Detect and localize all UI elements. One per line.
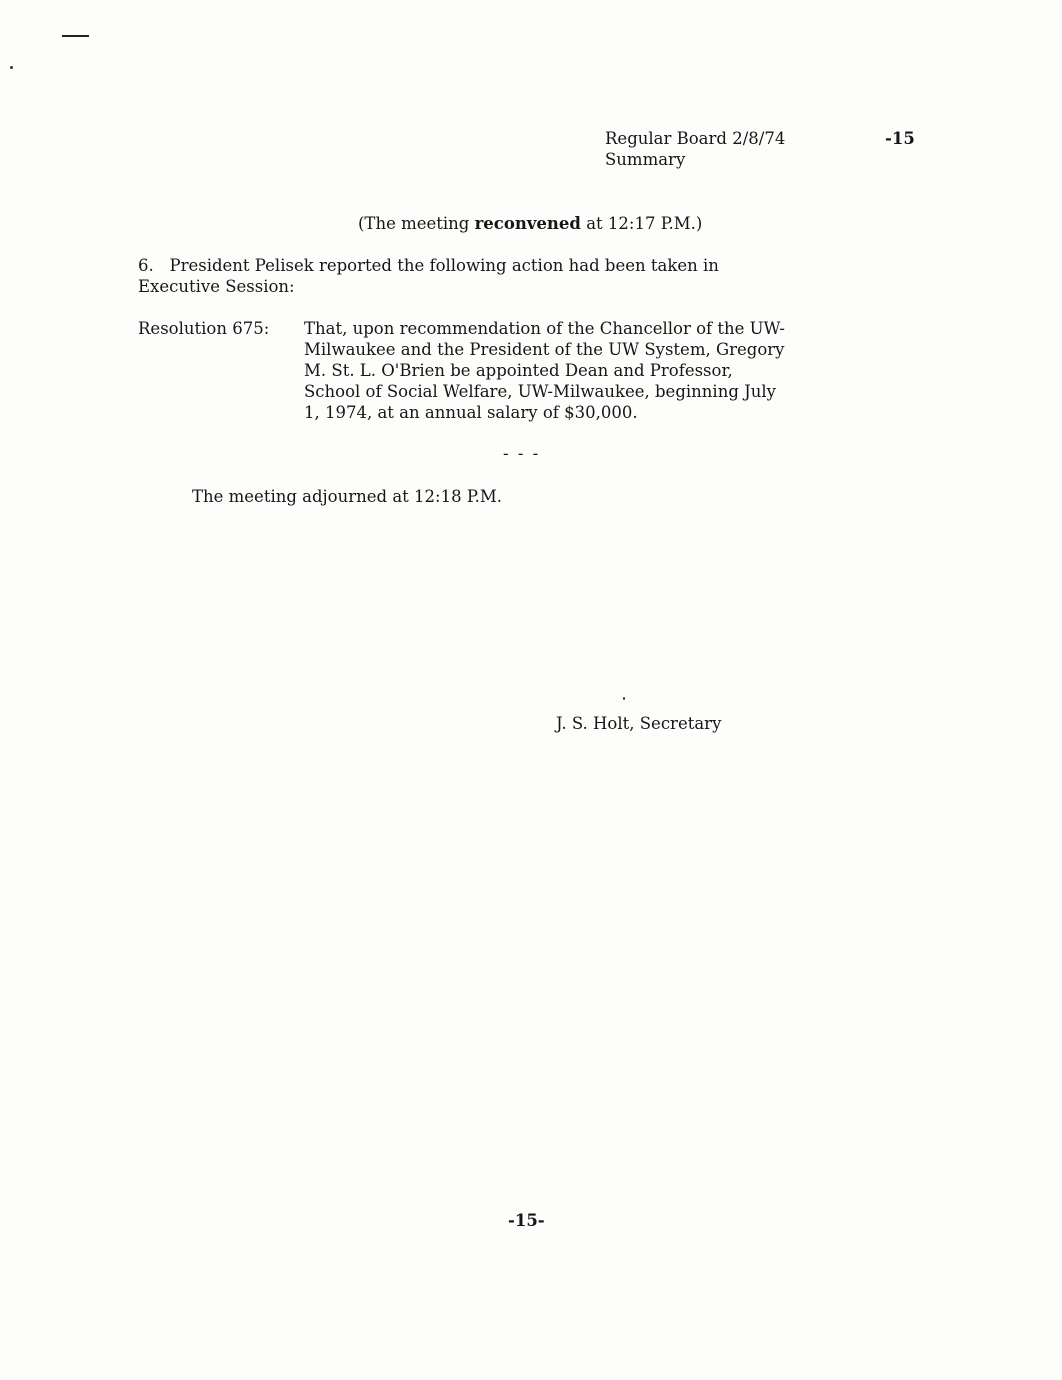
reconvened-note [358, 213, 702, 234]
resolution-line: School of Social Welfare, UW-Milwaukee, beginning July [304, 382, 776, 401]
scan-mark [62, 35, 89, 37]
item-6-paragraph [138, 255, 719, 297]
scan-speck [623, 697, 625, 700]
resolution-line: That, upon recommendation of the Chancellor of the UW- [304, 319, 785, 338]
reconvened-bold: reconvened [474, 214, 581, 233]
footer-page-number: -15- [508, 1211, 545, 1230]
resolution-line: Milwaukee and the President of the UW System, Gregory [304, 340, 785, 359]
resolution-label: Resolution 675: [138, 319, 270, 338]
reconvened-before: (The meeting [358, 214, 475, 233]
header-page-ref: -15 [885, 129, 915, 148]
header-board: Regular Board 2/8/74 [605, 129, 786, 148]
item-6-line-1: 6. President Pelisek reported the following action had been taken in [138, 256, 719, 275]
reconvened-after: at 12:17 P.M.) [580, 214, 703, 233]
item-6-line-2: Executive Session: [138, 277, 295, 296]
scan-speck [10, 66, 13, 69]
section-separator: - - - [503, 444, 541, 463]
resolution-line: M. St. L. O'Brien be appointed Dean and Professor, [304, 361, 733, 380]
secretary-signature: J. S. Holt, Secretary [556, 714, 722, 733]
adjourned-note: The meeting adjourned at 12:18 P.M. [192, 487, 502, 506]
header-block [605, 128, 785, 170]
resolution-text [304, 318, 785, 423]
header-subtitle: Summary [605, 150, 686, 169]
resolution-line: 1, 1974, at an annual salary of $30,000. [304, 403, 638, 422]
